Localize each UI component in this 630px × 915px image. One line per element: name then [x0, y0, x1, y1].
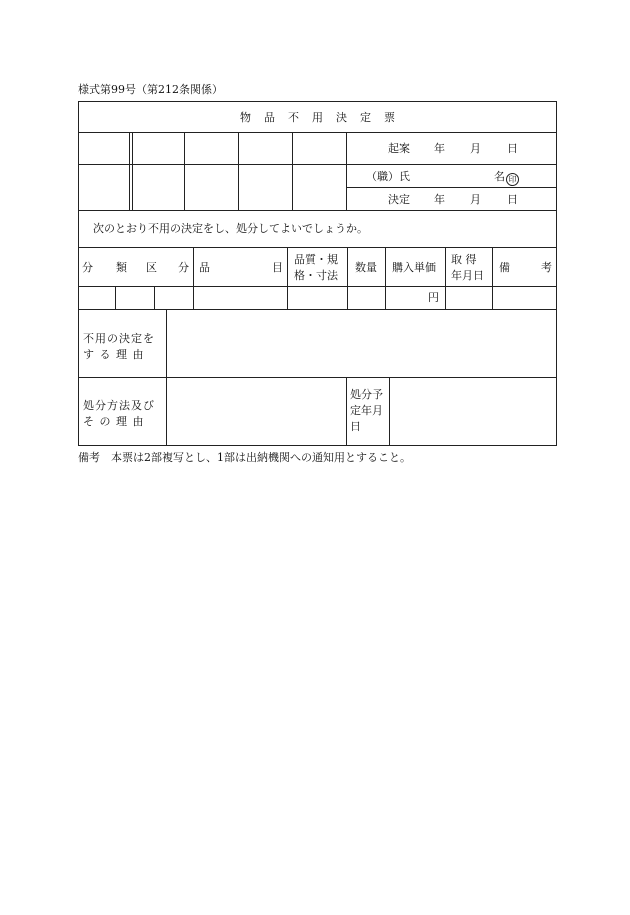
name-label: 名 [494, 170, 505, 183]
footnote: 備考 本票は2部複写とし、1部は出納機関への通知用とすること。 [78, 451, 411, 464]
rule-intro-bottom [78, 247, 557, 248]
rule-approval-row1 [78, 164, 557, 165]
header-category-char1: 分 [82, 261, 93, 274]
rule-disposal-date-col1 [346, 377, 347, 445]
table-border-bottom [78, 445, 557, 446]
rule-header-bottom [78, 286, 557, 287]
decision-year-label: 年 [434, 193, 445, 206]
table-border-left [78, 101, 79, 446]
disposal-date-line2: 定年月 [350, 404, 383, 417]
rule-col-acquired [445, 247, 446, 309]
rule-col-category1 [115, 286, 116, 309]
header-quality-line2: 格・寸法 [294, 269, 338, 282]
seal-mark: 印 [506, 173, 519, 186]
rule-approval-col2 [184, 132, 185, 210]
unit-price-yen: 円 [428, 291, 439, 304]
disposal-label-line2: そ の 理 由 [83, 415, 145, 428]
header-item-char2: 目 [272, 261, 283, 274]
position-name-label: （職）氏 [366, 170, 410, 183]
header-quantity: 数量 [355, 261, 377, 274]
rule-reason-label-col [166, 309, 167, 445]
header-acquired-line1: 取 得 [451, 253, 477, 266]
draft-month-label: 月 [470, 142, 481, 155]
rule-item-row-bottom [78, 309, 557, 310]
rule-reason-bottom [78, 377, 557, 378]
decision-day-label: 日 [507, 193, 518, 206]
rule-title-bottom [78, 132, 557, 133]
reason-label-line2: す る 理 由 [83, 348, 145, 361]
disposal-date-line3: 日 [350, 420, 361, 433]
rule-disposal-date-col2 [389, 377, 390, 445]
table-border-top [78, 101, 557, 102]
disposal-date-line1: 処分予 [350, 388, 383, 401]
header-acquired-line2: 年月日 [451, 269, 484, 282]
header-remarks-char1: 備 [499, 261, 510, 274]
table-border-right [556, 101, 557, 446]
rule-col-remarks [492, 247, 493, 309]
header-category-char2: 類 [116, 261, 127, 274]
header-quality-line1: 品質・規 [294, 253, 338, 266]
draft-year-label: 年 [434, 142, 445, 155]
intro-text: 次のとおり不用の決定をし、処分してよいでしょうか。 [93, 222, 368, 235]
name-seal [494, 171, 519, 186]
header-item-char1: 品 [199, 261, 210, 274]
disposal-label-line1: 処分方法及び [83, 399, 155, 412]
draft-label: 起案 [388, 142, 410, 155]
rule-approval-bottom [78, 210, 557, 211]
header-remarks-char2: 考 [541, 261, 552, 274]
header-category-char3: 区 [146, 261, 157, 274]
rule-approval-row2 [346, 187, 557, 188]
rule-col-item [193, 247, 194, 309]
rule-approval-col5 [346, 132, 347, 210]
form-title: 物品不用決定票 [240, 111, 408, 124]
rule-col-price [385, 247, 386, 309]
draft-day-label: 日 [507, 142, 518, 155]
rule-approval-col4 [292, 132, 293, 210]
rule-col-category2 [154, 286, 155, 309]
rule-approval-col1b [132, 132, 133, 210]
rule-col-quality [287, 247, 288, 309]
decision-label: 決定 [388, 193, 410, 206]
header-category-char4: 分 [178, 261, 189, 274]
rule-approval-col3 [238, 132, 239, 210]
rule-col-quantity [347, 247, 348, 309]
header-unit-price: 購入単価 [392, 261, 436, 274]
rule-approval-col1 [129, 132, 130, 210]
reason-label-line1: 不用の決定を [83, 332, 155, 345]
decision-month-label: 月 [470, 193, 481, 206]
form-number-label: 様式第99号（第212条関係） [78, 83, 223, 96]
